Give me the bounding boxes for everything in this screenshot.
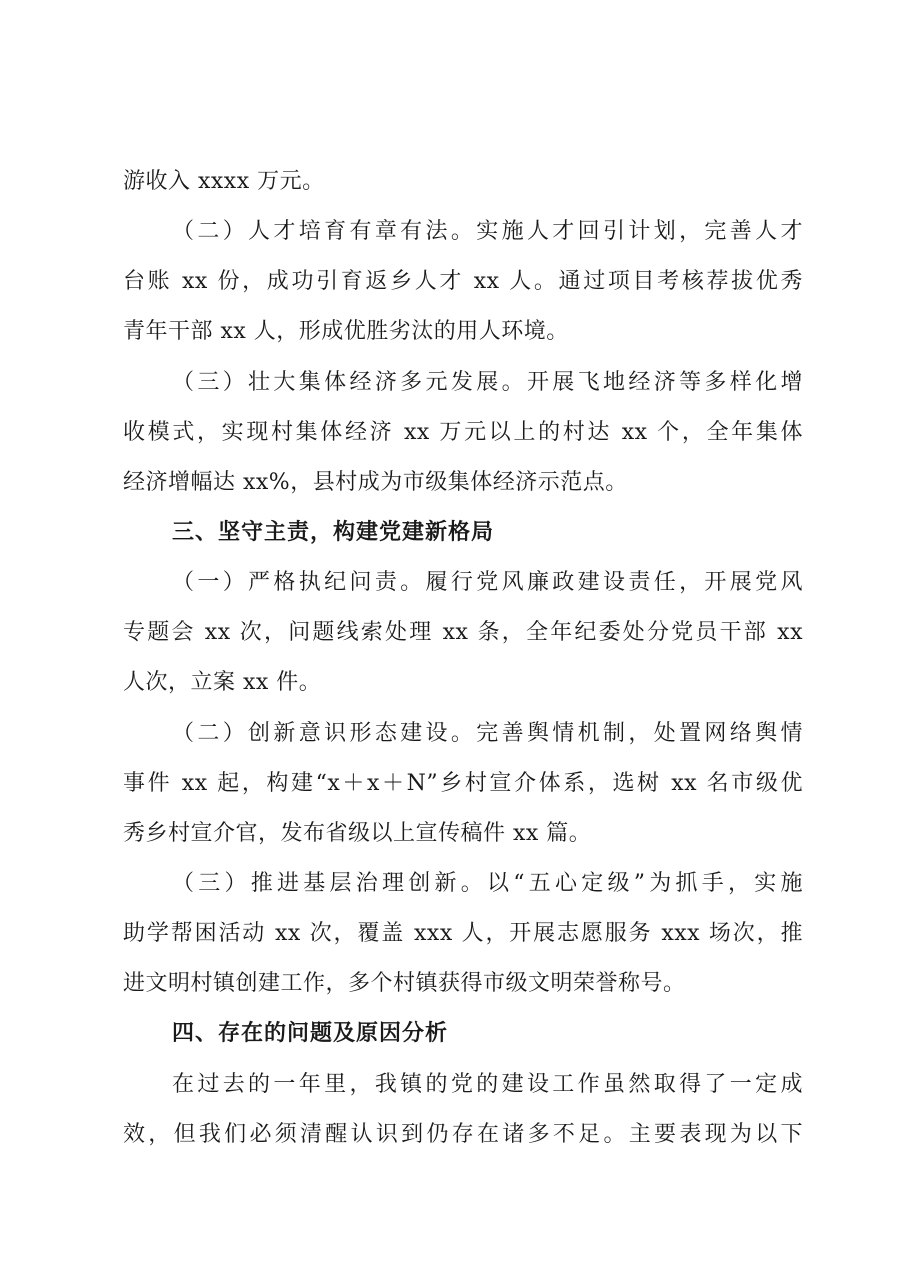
paragraph-line: （一）严格执纪问责。履行党风廉政建设责任，开展党风 [172, 570, 803, 595]
paragraph-line: 专题会 xx 次，问题线索处理 xx 条，全年纪委处分党员干部 xx [123, 620, 803, 645]
paragraph-line: 效，但我们必须清醒认识到仍存在诸多不足。主要表现为以下 [123, 1122, 803, 1147]
paragraph-line: 秀乡村宣介官，发布省级以上宣传稿件 xx 篇。 [123, 821, 592, 846]
paragraph-line: 台账 xx 份，成功引育返乡人才 xx 人。通过项目考核荐拔优秀 [123, 269, 803, 294]
paragraph-line: （三）壮大集体经济多元发展。开展飞地经济等多样化增 [172, 370, 803, 395]
paragraph-line: 在过去的一年里，我镇的党的建设工作虽然取得了一定成 [172, 1072, 803, 1097]
paragraph-line: （二）创新意识形态建设。完善舆情机制，处置网络舆情 [172, 721, 803, 746]
paragraph-line: 助学帮困活动 xx 次，覆盖 xxx 人，开展志愿服务 xxx 场次，推 [123, 921, 803, 946]
paragraph-line: 人次，立案 xx 件。 [123, 670, 322, 695]
paragraph-line: 经济增幅达 xx%，县村成为市级集体经济示范点。 [123, 470, 628, 495]
paragraph-line: 青年干部 xx 人，形成优胜劣汰的用人环境。 [123, 319, 569, 344]
paragraph-line: （三）推进基层治理创新。以“五心定级”为抓手，实施 [172, 871, 803, 896]
section-heading: 三、坚守主责，构建党建新格局 [172, 520, 495, 545]
paragraph-line: 事件 xx 起，构建“x＋x＋N”乡村宣介体系，选树 xx 名市级优 [123, 771, 803, 796]
paragraph-line: （二）人才培育有章有法。实施人才回引计划，完善人才 [172, 219, 803, 244]
paragraph-line: 游收入 xxxx 万元。 [123, 169, 325, 194]
paragraph-line: 收模式，实现村集体经济 xx 万元以上的村达 xx 个，全年集体 [123, 420, 803, 445]
paragraph-line: 进文明村镇创建工作，多个村镇获得市级文明荣誉称号。 [123, 971, 686, 996]
section-heading: 四、存在的问题及原因分析 [172, 1021, 449, 1046]
